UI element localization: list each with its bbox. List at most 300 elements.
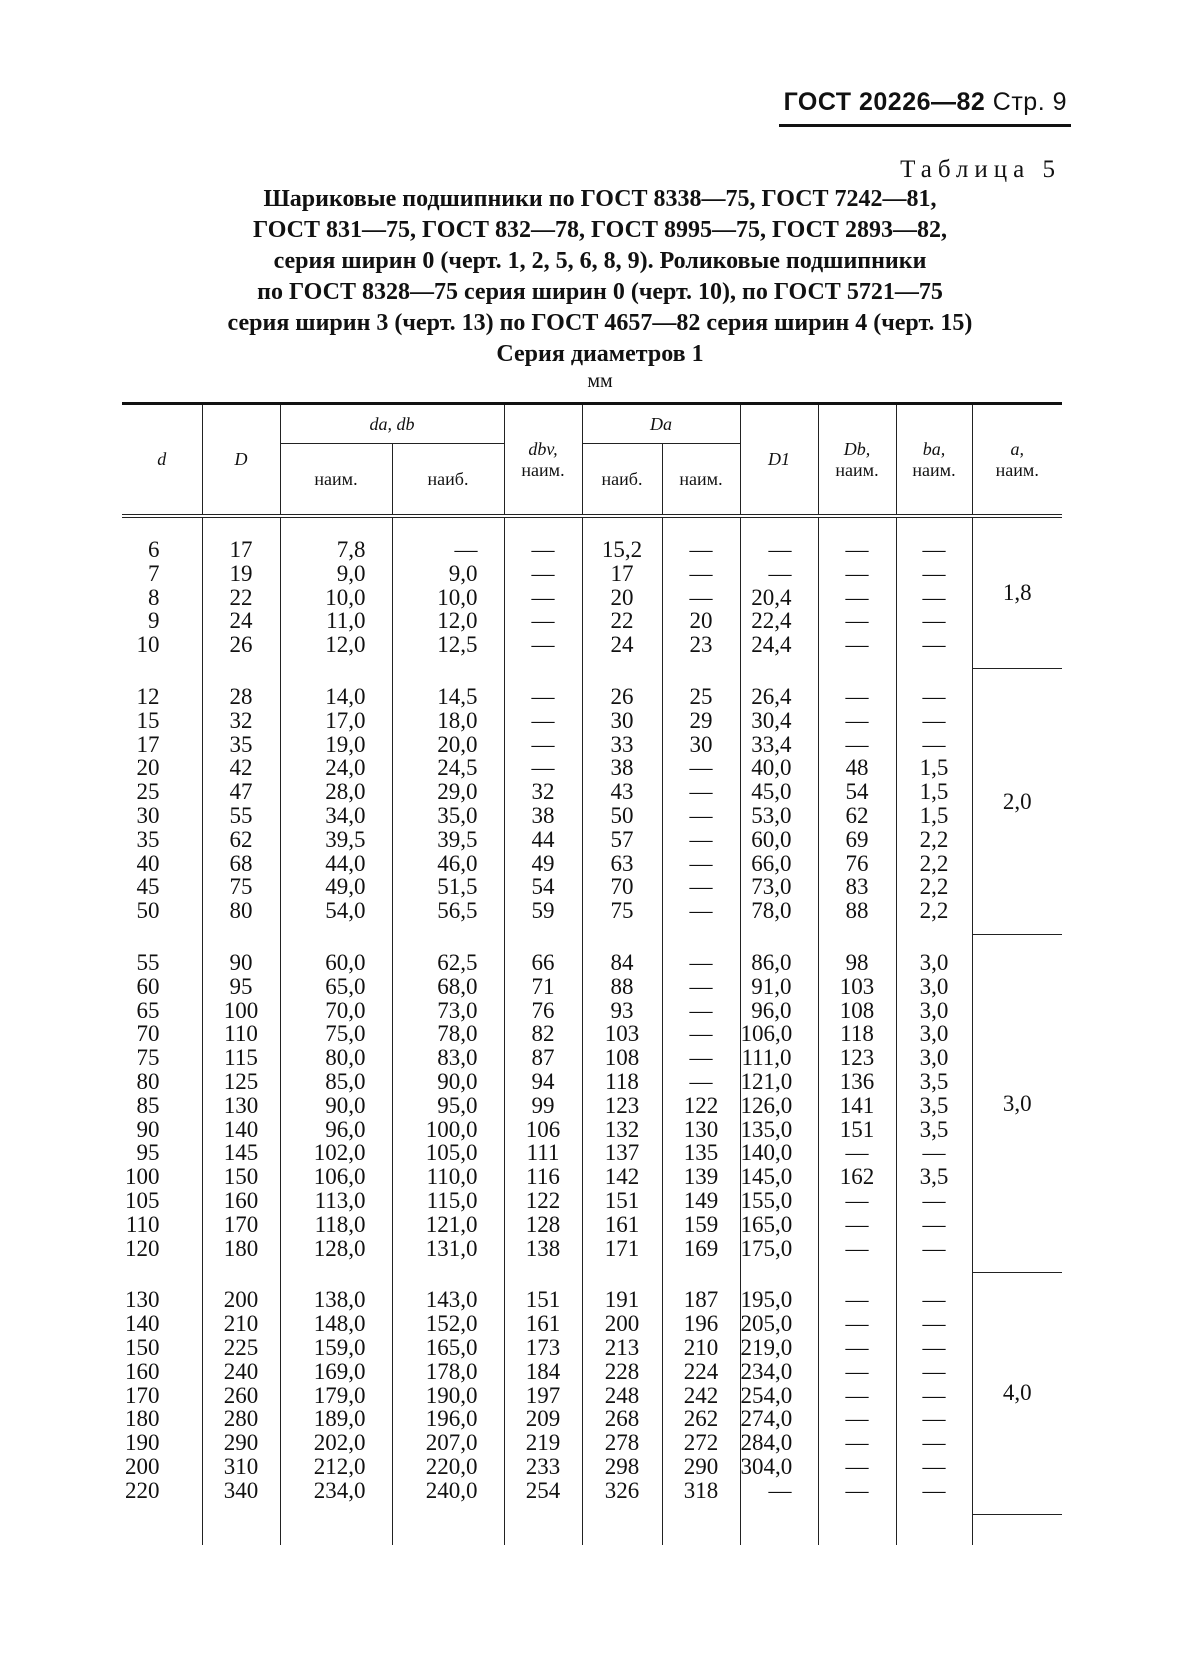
cell-value: 7,8 [336,537,366,562]
cell-d [122,935,202,1272]
cell-value: 207,0 [425,1430,478,1456]
cell-value: 151 [604,1187,640,1213]
cell-value: 130 [125,1287,160,1313]
tail-cell [818,1514,896,1545]
cell-value: 118 [840,1021,874,1047]
cell-da-db-min [280,935,392,1272]
cell-da-db-max [392,516,504,669]
cell-value: 76 [845,850,869,876]
cell-D [202,669,280,935]
cell-value: 20 [610,584,634,610]
cell-value: — [845,608,869,634]
cell-value: 113,0 [314,1187,366,1213]
cell-value: 24,0 [325,755,366,781]
cell-value: 225 [223,1334,259,1360]
cell-value: 90 [136,1116,160,1142]
cell-value: — [531,537,555,562]
cell-value: 12,0 [325,632,366,658]
cell-value: — [689,1068,713,1094]
row-group [122,516,1062,669]
cell-value: 6 [148,537,160,562]
cell-value: 35 [136,826,160,852]
cell-value: 228 [604,1358,640,1384]
cell-value: 272 [683,1430,719,1456]
cell-value: 125 [223,1068,259,1094]
cell-value: 42 [229,755,253,781]
tail-cell [280,1514,392,1545]
cell-value: 240 [223,1358,259,1384]
cell-value: 44 [531,826,555,852]
cell-value: — [922,632,946,658]
tail-cell [392,1514,504,1545]
cell-value: 32 [229,707,253,733]
cell-value: 20,4 [751,584,792,610]
col-dbv-header: dbv, наим. [504,404,582,517]
cell-value: 68 [229,850,253,876]
cell-value: 22 [229,584,253,610]
cell-value: 162 [839,1164,875,1190]
cell-value: — [845,683,869,709]
cell-value: 100,0 [425,1116,478,1142]
cell-Db [818,669,896,935]
cell-a: 4,0 [972,1272,1062,1514]
cell-value: — [768,537,792,562]
cell-value: 200 [223,1287,259,1313]
caption-series: Серия диаметров 1 [496,341,704,367]
cell-value: — [922,1358,946,1384]
cell-D [202,1272,280,1514]
cell-D1 [740,516,818,669]
cell-value: 262 [683,1406,719,1432]
cell-d [122,669,202,935]
cell-value: — [922,1430,946,1456]
cell-value: — [922,1382,946,1408]
cell-value: — [531,584,555,610]
cell-value: 130 [223,1092,259,1118]
cell-value: 196,0 [425,1406,478,1432]
cell-value: 24,4 [751,632,792,658]
cell-D [202,935,280,1272]
cell-value: — [531,731,555,757]
cell-value: 3,0 [919,1021,949,1047]
table-caption [140,184,1060,370]
cell-value: 49,0 [325,874,366,900]
cell-value: 49 [531,850,555,876]
cell-value: 197 [525,1382,561,1408]
cell-value: 73,0 [751,874,792,900]
cell-value: 39,5 [437,826,478,852]
cell-value: — [845,1311,869,1337]
cell-value: 18,0 [437,707,478,733]
cell-value: — [845,560,869,586]
cell-value: 9,0 [336,560,366,586]
cell-value: 24 [610,632,634,658]
cell-value: 161 [604,1211,640,1237]
cell-value: 202,0 [313,1430,366,1456]
cell-value: 149 [683,1187,719,1213]
cell-value: 152,0 [425,1311,478,1337]
col-Da-header: Da [582,404,740,444]
cell-value: 9,0 [448,560,478,586]
cell-value: 2,2 [919,850,949,876]
cell-ba [896,516,972,669]
cell-value: — [845,1430,869,1456]
cell-dbv [504,1272,582,1514]
cell-value: 7 [148,560,160,586]
cell-value: — [531,755,555,781]
cell-value: 83 [845,874,869,900]
cell-value: 143,0 [425,1287,478,1313]
cell-value: 10 [136,632,160,658]
cell-value: 284,0 [740,1430,793,1456]
cell-value: 195,0 [740,1287,793,1313]
cell-value: 30 [136,802,160,828]
cell-value: 138,0 [313,1287,366,1313]
cell-value: 11,0 [326,608,366,634]
cell-value: 290 [683,1453,719,1479]
cell-value: 47 [229,779,253,805]
cell-a: 3,0 [972,935,1062,1272]
tail-cell [504,1514,582,1545]
cell-value: 35 [229,731,253,757]
cell-value: 165,0 [740,1211,793,1237]
cell-value: 70 [610,874,634,900]
cell-value: 60 [136,973,160,999]
cell-value: 12,5 [437,632,478,658]
cell-value: 209 [525,1406,561,1432]
cell-value: 121,0 [740,1068,793,1094]
cell-value: 69 [845,826,869,852]
cell-value: 121,0 [425,1211,478,1237]
cell-value: 19,0 [325,731,366,757]
cell-value: 26,4 [751,683,792,709]
cell-value: 12,0 [437,608,478,634]
cell-value: — [689,949,713,975]
cell-value: 205,0 [740,1311,793,1337]
cell-value: 189,0 [313,1406,366,1432]
cell-value: 17 [136,731,160,757]
cell-value: 140 [223,1116,259,1142]
cell-D1 [740,669,818,935]
cell-value: 178,0 [425,1358,478,1384]
cell-Da-max [582,669,662,935]
page-number: Стр. 9 [992,88,1067,116]
cell-value: — [845,537,869,562]
cell-value: 24,5 [437,755,478,781]
cell-value: 310 [223,1453,259,1479]
cell-value: 210 [223,1311,259,1337]
cell-value: 191 [604,1287,640,1313]
cell-d [122,516,202,669]
cell-value: 122 [525,1187,561,1213]
cell-value: 122 [683,1092,719,1118]
cell-value: 10,0 [325,584,366,610]
cell-value: 3,0 [919,973,949,999]
header-rule [779,124,1071,127]
cell-value: 53,0 [751,802,792,828]
cell-value: 55 [136,949,160,975]
cell-value: 3,5 [919,1164,949,1190]
cell-value: 213 [604,1334,640,1360]
cell-value: 126,0 [740,1092,793,1118]
cell-value: 50 [136,898,160,924]
cell-value: 118,0 [314,1211,366,1237]
cell-Db [818,516,896,669]
cell-value: — [689,973,713,999]
cell-value: 159 [683,1211,719,1237]
cell-value: — [922,1477,946,1503]
cell-value: — [922,1235,946,1261]
cell-value: — [845,1406,869,1432]
cell-value: 120 [125,1235,160,1261]
cell-value: 17 [229,537,253,562]
cell-value: 139 [683,1164,719,1190]
col-Db-header: Db, наим. [818,404,896,517]
cell-value: 233 [525,1453,561,1479]
cell-value: 48 [845,755,869,781]
cell-value: 66 [531,949,555,975]
cell-value: 75,0 [325,1021,366,1047]
cell-value: 280 [223,1406,259,1432]
cell-value: 136 [839,1068,875,1094]
cell-value: — [845,731,869,757]
cell-value: 108 [839,997,875,1023]
cell-value: — [922,537,946,562]
cell-value: 51,5 [437,874,478,900]
cell-value: 45,0 [751,779,792,805]
cell-value: — [845,1211,869,1237]
cell-value: — [845,1187,869,1213]
cell-value: 240,0 [425,1477,478,1503]
cell-value: 30,4 [751,707,792,733]
row-group [122,1272,1062,1514]
cell-value: 78,0 [437,1021,478,1047]
cell-value: 90,0 [437,1068,478,1094]
cell-value: 35,0 [437,802,478,828]
cell-value: 39,5 [325,826,366,852]
cell-Db [818,935,896,1272]
cell-value: 115 [224,1045,258,1071]
cell-value: 103 [839,973,875,999]
cell-Da-max [582,1272,662,1514]
cell-value: — [689,997,713,1023]
cell-value: 15 [136,707,160,733]
cell-value: 1,5 [919,755,949,781]
cell-value: — [845,1235,869,1261]
cell-value: — [922,1453,946,1479]
cell-value: 151 [839,1116,875,1142]
cell-Db [818,1272,896,1514]
cell-value: — [454,537,478,562]
cell-value: 304,0 [740,1453,793,1479]
cell-value: 180 [125,1406,160,1432]
cell-value: 115,0 [426,1187,478,1213]
cell-value: 60,0 [325,949,366,975]
cell-value: 14,5 [437,683,478,709]
cell-value: 110,0 [426,1164,478,1190]
cell-value: 75 [136,1045,160,1071]
cell-value: 179,0 [313,1382,366,1408]
cell-value: — [845,707,869,733]
cell-Da-max [582,935,662,1272]
cell-value: 105 [125,1187,160,1213]
cell-Da-min [662,1272,740,1514]
cell-value: 254,0 [740,1382,793,1408]
cell-value: 187 [683,1287,719,1313]
caption-line: по ГОСТ 8328—75 серия ширин 0 (черт. 10), по ГОСТ 5721—75 [257,279,943,305]
cell-value: — [531,683,555,709]
cell-value: — [922,707,946,733]
col-D-header: D [202,404,280,517]
cell-value: 2,2 [919,898,949,924]
cell-value: 138 [525,1235,561,1261]
cell-value: — [845,1334,869,1360]
cell-value: — [922,1140,946,1166]
cell-value: 110 [224,1021,258,1047]
cell-value: 111,0 [741,1045,792,1071]
cell-value: 85 [136,1092,160,1118]
cell-value: 169 [683,1235,719,1261]
cell-value: — [689,874,713,900]
cell-value: 24 [229,608,253,634]
cell-value: 106 [525,1116,561,1142]
cell-value: 96,0 [325,1116,366,1142]
cell-value: 170 [223,1211,259,1237]
cell-value: 76 [531,997,555,1023]
cell-da-db-min [280,669,392,935]
cell-value: 66,0 [751,850,792,876]
cell-value: — [689,755,713,781]
cell-value: 75 [610,898,634,924]
cell-value: 30 [610,707,634,733]
cell-value: 100 [125,1164,160,1190]
cell-D1 [740,935,818,1272]
cell-value: 78,0 [751,898,792,924]
cell-value: 135 [683,1140,719,1166]
cell-value: 65,0 [325,973,366,999]
cell-ba [896,935,972,1272]
cell-value: — [922,608,946,634]
cell-value: — [922,1334,946,1360]
cell-value: 54 [531,874,555,900]
cell-value: 22 [610,608,634,634]
cell-value: 57 [610,826,634,852]
cell-value: 99 [531,1092,555,1118]
cell-value: 1,5 [919,779,949,805]
cell-Da-max [582,516,662,669]
cell-value: 170 [125,1382,160,1408]
tail-cell [122,1514,202,1545]
cell-value: 88 [610,973,634,999]
col-D1-header: D1 [740,404,818,517]
cell-value: 274,0 [740,1406,793,1432]
cell-value: 160 [223,1187,259,1213]
cell-Da-min [662,669,740,935]
cell-value: — [689,850,713,876]
cell-value: — [689,584,713,610]
caption-line: Шариковые подшипники по ГОСТ 8338—75, ГОСТ 7242—81, [263,186,937,212]
cell-value: 93 [610,997,634,1023]
cell-value: — [922,731,946,757]
cell-value: 116 [526,1164,560,1190]
cell-d [122,1272,202,1514]
cell-value: — [845,1358,869,1384]
cell-value: 94 [531,1068,555,1094]
cell-value: — [531,632,555,658]
cell-value: — [689,802,713,828]
cell-value: 106,0 [313,1164,366,1190]
bearing-dimensions-table [122,402,1062,1545]
cell-value: 62 [229,826,253,852]
table-tail [122,1514,1062,1545]
cell-value: 3,5 [919,1092,949,1118]
cell-value: — [689,560,713,586]
cell-value: 90 [229,949,253,975]
cell-value: 135,0 [740,1116,793,1142]
cell-value: 123 [839,1045,875,1071]
cell-value: 254 [525,1477,561,1503]
cell-value: 14,0 [325,683,366,709]
cell-value: 38 [610,755,634,781]
cell-a: 2,0 [972,669,1062,935]
cell-value: — [845,1287,869,1313]
cell-value: 38 [531,802,555,828]
cell-value: 298 [604,1453,640,1479]
cell-value: — [689,1045,713,1071]
cell-value: — [845,632,869,658]
cell-value: — [922,560,946,586]
cell-value: 19 [229,560,253,586]
cell-value: 1,5 [919,802,949,828]
tail-cell [662,1514,740,1545]
tail-cell [972,1514,1062,1545]
cell-value: — [845,1140,869,1166]
cell-value: 224 [683,1358,719,1384]
col-da-db-max-header: наиб. [392,444,504,517]
cell-value: 54,0 [325,898,366,924]
cell-value: 140 [125,1311,160,1337]
cell-value: 102,0 [313,1140,366,1166]
cell-value: — [922,1406,946,1432]
cell-value: 12 [136,683,160,709]
cell-value: 20 [136,755,160,781]
cell-Da-min [662,516,740,669]
cell-value: 173 [525,1334,561,1360]
cell-value: 150 [223,1164,259,1190]
cell-value: 220 [125,1477,160,1503]
cell-value: — [531,560,555,586]
cell-value: 70,0 [325,997,366,1023]
cell-value: — [768,560,792,586]
cell-value: 123 [604,1092,640,1118]
cell-value: — [689,779,713,805]
cell-value: 59 [531,898,555,924]
col-da-db-header: da, db [280,404,504,444]
cell-value: 60,0 [751,826,792,852]
cell-value: 29 [689,707,713,733]
cell-value: — [922,1211,946,1237]
cell-value: 82 [531,1021,555,1047]
cell-value: — [922,683,946,709]
cell-value: 2,2 [919,826,949,852]
cell-value: 88 [845,898,869,924]
cell-value: 3,0 [919,997,949,1023]
cell-value: 118 [605,1068,639,1094]
cell-value: — [689,537,713,562]
cell-value: 2,2 [919,874,949,900]
cell-value: — [922,1311,946,1337]
cell-ba [896,669,972,935]
